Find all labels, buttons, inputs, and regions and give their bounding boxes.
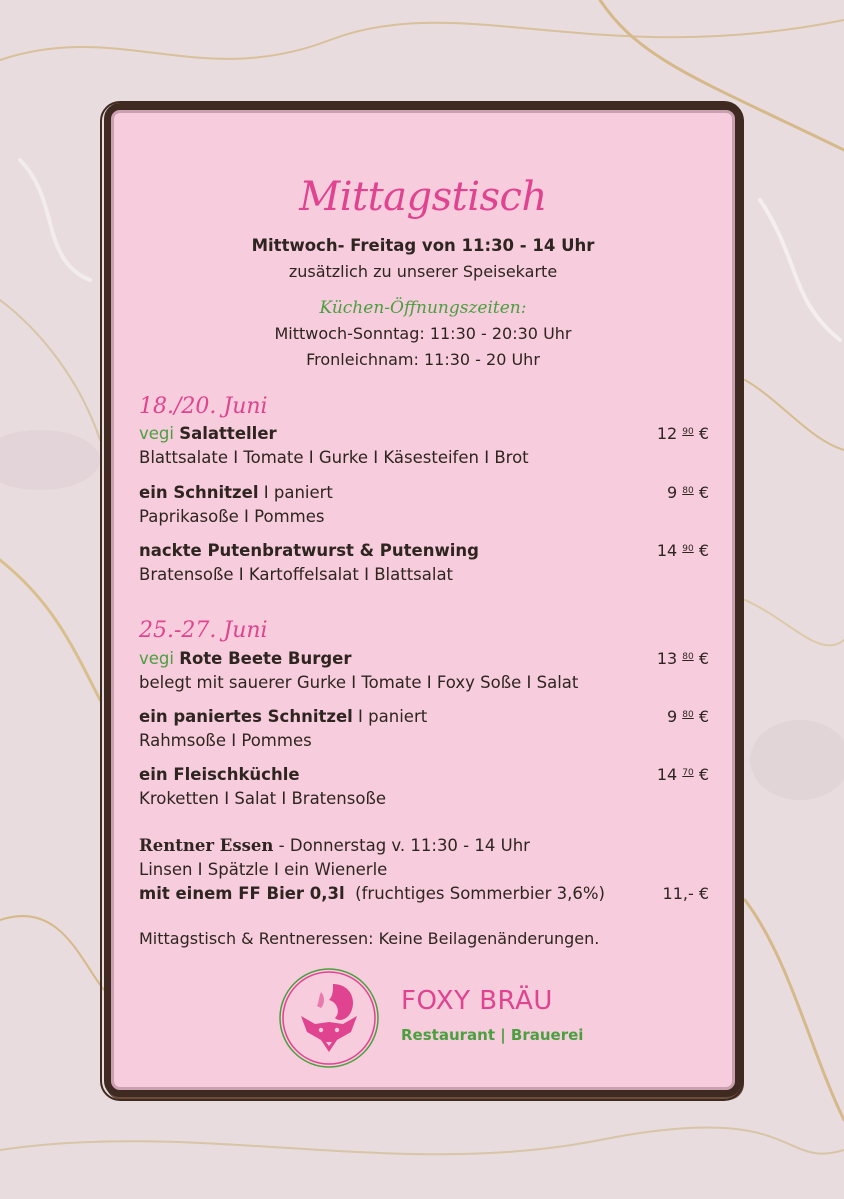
menu-item-desc: Bratensoße I Kartoffelsalat I Blattsalat: [139, 565, 454, 584]
footer-note: Mittagstisch & Rentneressen: Keine Beilagenänderungen.: [139, 929, 600, 948]
menu-item-desc: Blattsalate I Tomate I Gurke I Käsesteifen I Brot: [139, 448, 529, 467]
rentner-title: Rentner Essen - Donnerstag v. 11:30 - 14 Uhr: [139, 836, 530, 855]
lunch-days: Mittwoch- Freitag von 11:30 - 14 Uhr: [251, 236, 595, 255]
menu-item-name: vegi Salatteller 12 $^{90}$ €: [139, 424, 709, 443]
menu-item-desc: Paprikasoße I Pommes: [139, 507, 325, 526]
menu-item-desc: belegt mit sauerer Gurke I Tomate I Foxy Soße I Salat: [139, 673, 579, 692]
holiday-hours: Fronleichnam: 11:30 - 20 Uhr: [306, 350, 540, 369]
rentner-price: 11,- €: [662, 884, 709, 903]
menu-item-name: nackte Putenbratwurst & Putenwing 14 $^{90}$ €: [139, 541, 709, 560]
menu-item-name: vegi Rote Beete Burger 13 $^{80}$ €: [139, 649, 709, 668]
week2-date: 25.-27. Juni: [139, 618, 268, 643]
kitchen-hours-label: Küchen-Öffnungszeiten:: [319, 298, 527, 318]
menu-item-name: ein Fleischküchle 14 $^{70}$ €: [139, 765, 709, 784]
menu-board: [104, 103, 742, 1097]
menu-item-desc: Kroketten I Salat I Bratensoße: [139, 789, 386, 808]
page-title: Mittagstisch: [299, 174, 547, 220]
menu-item-name: ein paniertes Schnitzel I paniert 9 $^{80}$ €: [139, 707, 709, 726]
rentner-beer: mit einem FF Bier 0,3l (fruchtiges Sommerbier 3,6%) 11,- €: [139, 884, 709, 903]
rentner-desc: Linsen I Spätzle I ein Wienerle: [139, 860, 388, 879]
menu-item-price: 12 $^{90}$ €: [656, 424, 709, 443]
menu-item-price: 14 $^{90}$ €: [656, 541, 709, 560]
vegi-tag: vegi: [139, 424, 174, 443]
menu-item-desc: Rahmsoße I Pommes: [139, 731, 312, 750]
fox-logo-icon: [277, 966, 381, 1070]
menu-item-price: 9 $^{80}$ €: [666, 483, 709, 502]
brand-name: FOXY BRÄU: [401, 986, 553, 1016]
menu-item-price: 13 $^{80}$ €: [656, 649, 709, 668]
lunch-note: zusätzlich zu unserer Speisekarte: [288, 262, 558, 281]
menu-item-name: ein Schnitzel I paniert 9 $^{80}$ €: [139, 483, 709, 502]
vegi-tag: vegi: [139, 649, 174, 668]
menu-item-price: 9 $^{80}$ €: [666, 707, 709, 726]
week1-date: 18./20. Juni: [139, 394, 268, 419]
brand-subtitle: Restaurant | Brauerei: [401, 1026, 584, 1044]
menu-item-price: 14 $^{70}$ €: [656, 765, 709, 784]
kitchen-hours: Mittwoch-Sonntag: 11:30 - 20:30 Uhr: [274, 324, 572, 343]
